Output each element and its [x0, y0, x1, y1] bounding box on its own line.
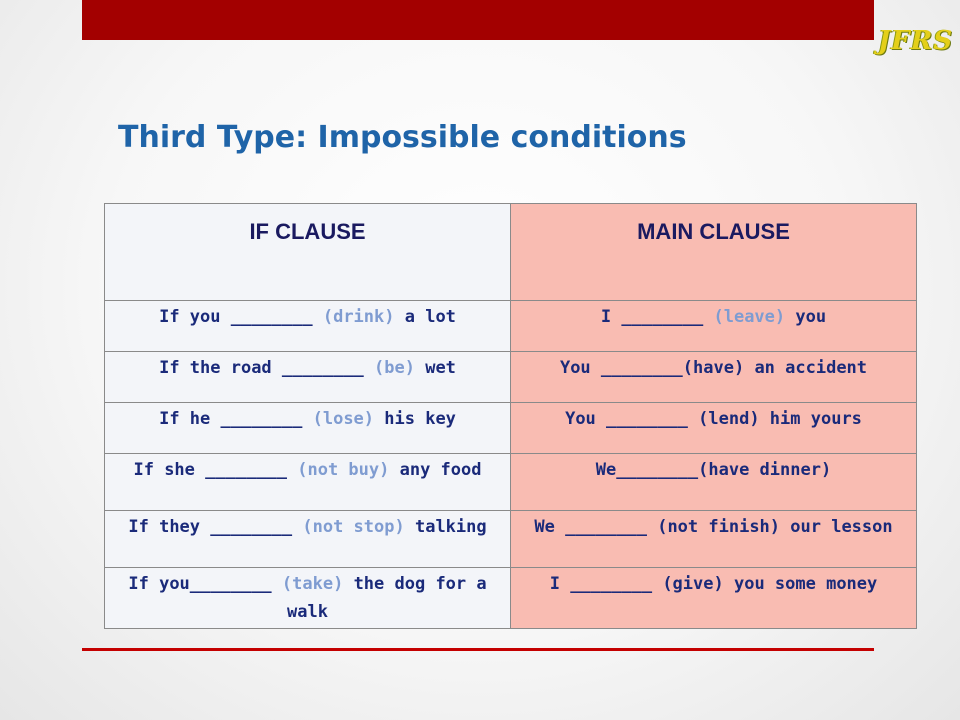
- main-clause-cell: [511, 403, 917, 454]
- main-clause-cell: [511, 454, 917, 511]
- clause-stem: If you ________: [159, 307, 323, 327]
- clause-ending: an accident: [744, 358, 868, 378]
- clause-ending: a lot: [394, 307, 456, 327]
- verb-hint: (not stop): [302, 517, 405, 537]
- clause-ending: his key: [374, 409, 456, 429]
- if-clause-cell: [105, 352, 511, 403]
- if-clause-header: IF CLAUSE: [105, 204, 511, 301]
- clause-ending: our lesson: [780, 517, 893, 537]
- verb-hint: (leave): [713, 307, 786, 327]
- verb-hint: (have): [682, 358, 745, 378]
- verb-hint: (be): [374, 358, 415, 378]
- if-clause-cell: [105, 511, 511, 568]
- clause-ending: any food: [389, 460, 482, 480]
- table-row: [105, 403, 917, 454]
- conditionals-table: [104, 203, 917, 629]
- clause-stem: If you________: [128, 574, 282, 594]
- if-clause-cell: [105, 301, 511, 352]
- clause-stem: You ________: [565, 409, 699, 429]
- if-clause-cell: [105, 568, 511, 629]
- clause-ending: talking: [404, 517, 487, 537]
- top-accent-bar: [82, 0, 874, 40]
- verb-hint: (lose): [312, 409, 375, 429]
- clause-stem: If he ________: [159, 409, 313, 429]
- table-header-row: [105, 204, 917, 301]
- clause-ending: you some money: [723, 574, 878, 594]
- jfrs-logo: JFRS: [878, 26, 954, 56]
- verb-hint: (give): [662, 574, 724, 594]
- table-row: [105, 568, 917, 629]
- verb-hint: (not finish): [657, 517, 781, 537]
- bottom-divider: [82, 648, 874, 651]
- clause-stem: I ________: [549, 574, 663, 594]
- clause-stem: If they ________: [128, 517, 303, 537]
- verb-hint: (not buy): [297, 460, 390, 480]
- table-row: [105, 454, 917, 511]
- slide-title: Third Type: Impossible conditions: [118, 120, 687, 155]
- table-row: [105, 352, 917, 403]
- table-row: [105, 511, 917, 568]
- clause-stem: I ________: [600, 307, 714, 327]
- main-clause-header: MAIN CLAUSE: [511, 204, 917, 301]
- clause-ending: wet: [414, 358, 456, 378]
- clause-stem: We________: [595, 460, 699, 480]
- clause-stem: If the road ________: [159, 358, 375, 378]
- table-row: [105, 301, 917, 352]
- clause-ending: him yours: [759, 409, 862, 429]
- verb-hint: (drink): [322, 307, 395, 327]
- clause-ending: the dog for a walk: [287, 574, 487, 622]
- main-clause-cell: [511, 352, 917, 403]
- clause-stem: If she ________: [133, 460, 298, 480]
- clause-stem: We ________: [534, 517, 658, 537]
- clause-stem: You ________: [559, 358, 683, 378]
- if-clause-cell: [105, 403, 511, 454]
- verb-hint: (lend): [698, 409, 760, 429]
- if-clause-cell: [105, 454, 511, 511]
- verb-hint: (take): [281, 574, 344, 594]
- main-clause-cell: [511, 511, 917, 568]
- main-clause-cell: [511, 301, 917, 352]
- clause-ending: you: [785, 307, 827, 327]
- main-clause-cell: [511, 568, 917, 629]
- verb-hint: (have dinner): [698, 460, 832, 480]
